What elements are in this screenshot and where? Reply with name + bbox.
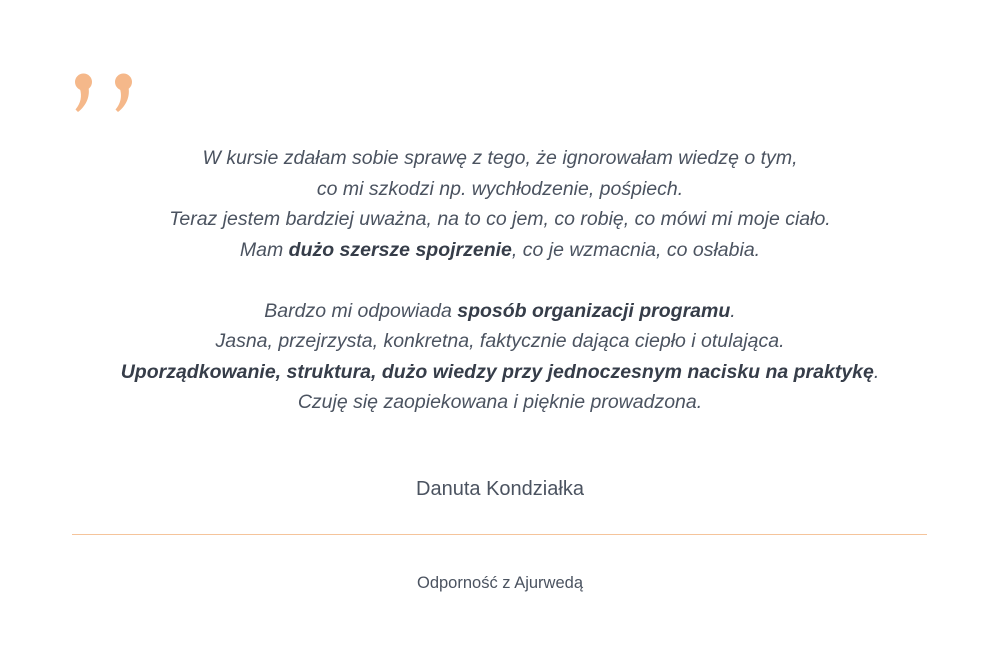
testimonial-text: . <box>873 360 880 383</box>
testimonial-line: W kursie zdałam sobie sprawę z tego, że ignorowałam wiedzę o tym, <box>202 147 798 169</box>
testimonial-line: Czuję się zaopiekowana i pięknie prowadzona. <box>297 391 703 413</box>
testimonial-highlight: dużo szersze spojrzenie <box>288 238 512 261</box>
testimonial-highlight: sposób organizacji programu <box>457 299 731 322</box>
testimonial-line <box>0 235 1000 266</box>
testimonial-text: , co je wzmacnia, co osłabia. <box>511 238 761 261</box>
testimonial-line: Jasna, przejrzysta, konkretna, faktycznie dająca ciepło i otulająca. <box>215 330 785 352</box>
quote-icon <box>72 70 138 118</box>
testimonial-text: . <box>730 299 736 322</box>
testimonial-highlight: Uporządkowanie, struktura, dużo wiedzy przy jednoczesnym nacisku na praktykę <box>120 360 874 383</box>
testimonial-line <box>0 357 1000 388</box>
divider <box>72 534 927 535</box>
testimonial-paragraph-1 <box>0 143 1000 265</box>
author-name: Danuta Kondziałka <box>416 478 584 500</box>
testimonial-line: co mi szkodzi np. wychłodzenie, pośpiech. <box>316 177 684 200</box>
testimonial-line: Teraz jestem bardziej uważna, na to co jem, co robię, co mówi mi moje ciało. <box>169 208 831 230</box>
testimonial-line <box>0 296 1000 327</box>
testimonial-paragraph-2 <box>0 296 1000 418</box>
testimonial-text: Bardzo mi odpowiada <box>264 299 458 322</box>
testimonial-quote <box>0 143 1000 418</box>
testimonial-text: Mam <box>239 238 289 261</box>
course-name: Odporność z Ajurwedą <box>416 574 583 592</box>
